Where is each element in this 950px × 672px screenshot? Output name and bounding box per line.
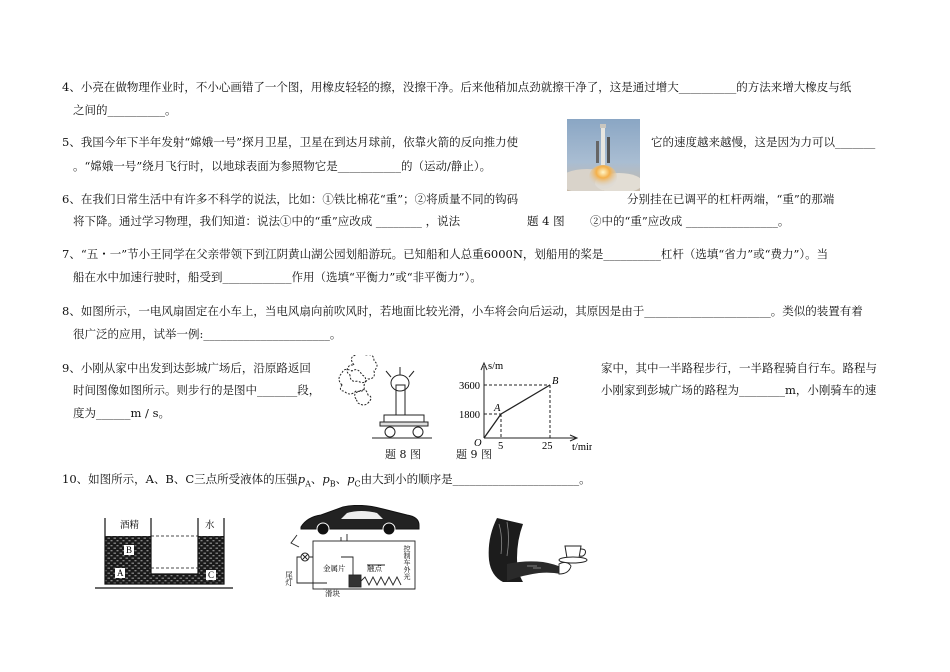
arm-lever-figure [483, 514, 595, 586]
y-tick-1800: 1800 [459, 410, 480, 421]
lamp-label: 尾灯 [284, 571, 294, 586]
liquid-containers-figure [95, 512, 233, 596]
y-axis-label: s/m [488, 361, 504, 372]
point-b-label: B [552, 376, 559, 387]
x-tick-5: 5 [498, 441, 504, 452]
q8-line-1: 8、如图所示，一电风扇固定在小车上，当电风扇向前吹风时，若地面比较光滑，小车将会向后运动，其原因是由于______________________。类似的装置有着 [62, 304, 863, 318]
q6-line-2b: ②中的“重”应改成 ________________。 [590, 214, 790, 228]
q7-line-2: 船在水中加速行驶时，船受到____________作用（选填“平衡力”或“非平衡力”）。 [73, 270, 482, 284]
q4-line-2: 之间的__________。 [73, 103, 177, 117]
q4-line-1: 4、小亮在做物理作业时，不小心画错了一个图，用橡皮轻轻的擦，没擦干净。后来他稍加点劲就擦干净了，这是通过增大__________的方法来增大橡皮与纸 [62, 80, 852, 94]
q6-line-2a: 将下降。通过学习物理，我们知道：说法①中的“重”应改成 ________ ，说法 [73, 214, 461, 228]
q9-line-3: 度为______m / s。 [73, 406, 170, 420]
inner-walls [151, 518, 198, 574]
slider-label: 滑块 [325, 589, 340, 598]
saucer [559, 557, 587, 563]
segment-ab [501, 385, 550, 414]
forearm [507, 561, 563, 581]
teacup [565, 546, 581, 558]
slider-block [349, 575, 361, 587]
car-circuit-figure [283, 505, 423, 605]
point-a-label: A [494, 403, 501, 414]
battery-symbol [341, 534, 347, 541]
sep-2: 、 [335, 472, 348, 486]
point-b: B [126, 545, 133, 555]
fig4-caption: 题 4 图 [527, 214, 565, 228]
segment-oa [484, 414, 501, 438]
q6-line-1a: 6、在我们日常生活中有许多不科学的说法，比如：①铁比棉花“重”；②将质量不同的钩码 [62, 192, 519, 206]
y-tick-3600: 3600 [459, 381, 480, 392]
circuit-label: 控制车外光 [403, 545, 411, 580]
pc-subscript: C [354, 479, 361, 489]
q9-line-1a: 9、小刚从家中出发到达彭城广场后，沿原路返回 [62, 361, 311, 375]
distance-time-graph [456, 358, 592, 454]
sep-1: 、 [310, 472, 323, 486]
q5-line-1b: 它的速度越来越慢，这是因为力可以_______ [651, 135, 876, 149]
fig8-caption: 题 8 图 [385, 448, 421, 461]
x-axis-label: t/min [572, 442, 592, 453]
q6-line-1b: 分别挂在已调平的杠杆两端，“重”的那端 [627, 192, 835, 206]
q9-line-2a: 时间图像如图所示。则步行的是图中_______段， [73, 383, 321, 397]
q9-line-2b: 小刚家到彭城广场的路程为________m，小刚骑车的速 [601, 383, 877, 397]
q5-line-2: 。“嫦娥一号”绕月飞行时，以地球表面为参照物它是___________的（运动/静止）。 [73, 159, 492, 173]
x-tick-25: 25 [542, 441, 553, 452]
lamp-pointer [291, 535, 299, 547]
connecting-pipe-liquid [151, 574, 198, 584]
fan-cart-figure [332, 355, 432, 450]
alcohol-label: 酒精 [120, 521, 140, 531]
pa-symbol: p [297, 472, 306, 486]
spring [361, 577, 401, 585]
hand [559, 562, 571, 574]
fig9-caption: 题 9 图 [456, 448, 492, 461]
pb-symbol: p [322, 472, 330, 486]
water-label: 水 [205, 521, 215, 531]
pb-subscript: B [329, 479, 336, 489]
q10-suffix: 由大到小的顺序是______________________。 [360, 472, 591, 486]
pa-subscript: A [305, 479, 311, 489]
point-c: C [208, 570, 215, 580]
lamp-cross [302, 554, 308, 560]
q5-line-1a: 5、我国今年下半年发射“嫦娥一号”探月卫星，卫星在到达月球前，依靠火箭的反向推力使 [62, 135, 519, 149]
front-wheel [317, 523, 329, 535]
q7-line-1: 7、“五・一”节小王同学在父亲带领下到江阴黄山湖公园划船游玩。已知船和人总重6000N，划船用的桨是__________杠杆（选填“省力”或“费力”）。当 [62, 247, 829, 261]
q10-prefix: 10、如图所示，A、B、C三点所受液体的压强 [62, 472, 298, 486]
alcohol-liquid [105, 536, 151, 584]
metal-label: 金属片 [323, 564, 346, 573]
origin-label: O [474, 438, 482, 449]
rocket-launch-image [567, 119, 640, 191]
q9-line-1b: 家中，其中一半路程步行，一半路程骑自行车。路程与 [601, 361, 877, 375]
q8-line-2: 很广泛的应用，试举一例:______________________。 [73, 327, 342, 341]
q10-line [62, 472, 591, 491]
rear-wheel [383, 523, 395, 535]
contact-label: 触点 [367, 564, 382, 573]
pc-symbol: p [347, 472, 355, 486]
point-a: A [117, 568, 124, 578]
